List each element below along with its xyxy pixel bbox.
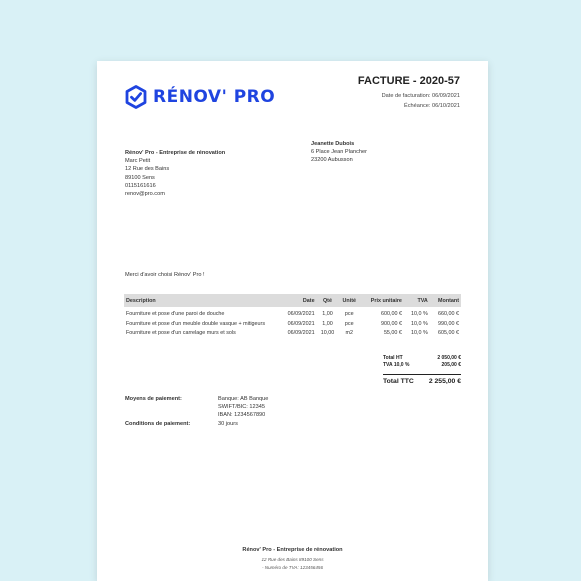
payment-method-line: SWIFT/BIC: 12345	[218, 404, 265, 411]
table-row	[124, 307, 461, 319]
header-tva: TVA	[404, 294, 430, 307]
row-description: Fourniture et pose d'un carrelage murs et sols	[126, 330, 236, 336]
sender-line: 0115161616	[125, 182, 156, 189]
totals-block	[383, 355, 461, 385]
row-unit: pce	[344, 311, 354, 317]
row-date: 06/09/2021	[287, 311, 315, 317]
row-description: Fourniture et pose d'une paroi de douche	[126, 311, 225, 317]
brand-name: RÉNOV' PRO	[153, 87, 276, 107]
row-tva: 10,0 %	[411, 330, 428, 336]
client-address	[311, 140, 367, 164]
row-amount: 990,00 €	[438, 320, 459, 327]
client-line: 6 Place Jean Plancher	[311, 149, 367, 155]
total-ht-value: 2 050,00 €	[437, 355, 461, 361]
tva-value: 205,00 €	[441, 362, 461, 368]
client-line: 23200 Aubusson	[311, 157, 353, 163]
row-unit: pce	[344, 320, 354, 327]
payment-conditions-label: Conditions de paiement:	[125, 420, 191, 427]
header-amount: Montant	[430, 294, 461, 307]
thanks-message: Merci d'avoir choisi Rénov' Pro !	[125, 272, 205, 278]
header-qty: Qté	[317, 294, 339, 307]
row-amount: 605,00 €	[438, 330, 459, 336]
invoice-title: FACTURE - 2020-57	[357, 75, 460, 87]
payment-method-line: Banque: AB Banque	[218, 396, 269, 402]
table-row	[124, 319, 461, 329]
header-date: Date	[278, 294, 317, 307]
payment-method-line: IBAN: 1234567890	[218, 412, 266, 419]
footer-address: 12 Rue des Bains 89100 Sens	[261, 557, 324, 562]
row-qty: 10,00	[320, 330, 335, 336]
row-unit: m2	[345, 330, 353, 336]
hexagon-check-icon	[125, 85, 147, 109]
header-description: Description	[124, 294, 278, 307]
header-unit: Unité	[338, 294, 360, 307]
row-tva: 10,0 %	[411, 320, 428, 327]
client-name: Jeanette Dubois	[311, 141, 355, 147]
tva-label: TVA 10,0 %	[383, 362, 410, 368]
row-unit-price: 55,00 €	[383, 330, 402, 336]
row-unit-price: 900,00 €	[380, 320, 402, 327]
table-row	[124, 329, 461, 339]
header-unit-price: Prix unitaire	[360, 294, 404, 307]
total-ttc-value: 2 255,00 €	[428, 378, 461, 385]
row-qty: 1,00	[322, 320, 333, 327]
total-ht-label: Total HT	[383, 355, 403, 361]
footer-vat: - Numéro de TVA: 123456456	[261, 565, 324, 570]
sender-line: Marc Petit	[125, 158, 151, 165]
footer-company: Rénov' Pro - Entreprise de rénovation	[242, 547, 343, 553]
payment-method-label: Moyens de paiement:	[125, 396, 182, 402]
row-date: 06/09/2021	[287, 320, 315, 327]
row-unit-price: 600,00 €	[380, 311, 402, 317]
invoice-due-date: Échéance: 06/10/2021	[404, 103, 460, 109]
total-ttc-row	[383, 374, 461, 385]
table-header-row	[124, 294, 461, 307]
sender-address	[125, 149, 225, 198]
brand-logo	[125, 85, 275, 109]
sender-line: 12 Rue des Bains	[125, 166, 170, 173]
sender-line: renov@pro.com	[125, 191, 165, 198]
invoice-date: Date de facturation: 06/09/2021	[381, 93, 460, 99]
row-date: 06/09/2021	[287, 330, 315, 336]
invoice-page	[97, 61, 488, 581]
row-tva: 10,0 %	[411, 311, 428, 317]
total-ht-row	[383, 355, 461, 362]
payment-conditions-value: 30 jours	[218, 420, 238, 427]
tva-row	[383, 362, 461, 369]
sender-line: 89100 Sens	[125, 174, 155, 181]
items-table	[124, 294, 461, 338]
sender-name: Rénov' Pro - Entreprise de rénovation	[125, 150, 226, 156]
row-qty: 1,00	[322, 311, 333, 317]
total-ttc-label: Total TTC	[383, 378, 414, 385]
row-description: Fourniture et pose d'un meuble double vasque + mitigeurs	[126, 320, 266, 327]
row-amount: 660,00 €	[438, 311, 459, 317]
